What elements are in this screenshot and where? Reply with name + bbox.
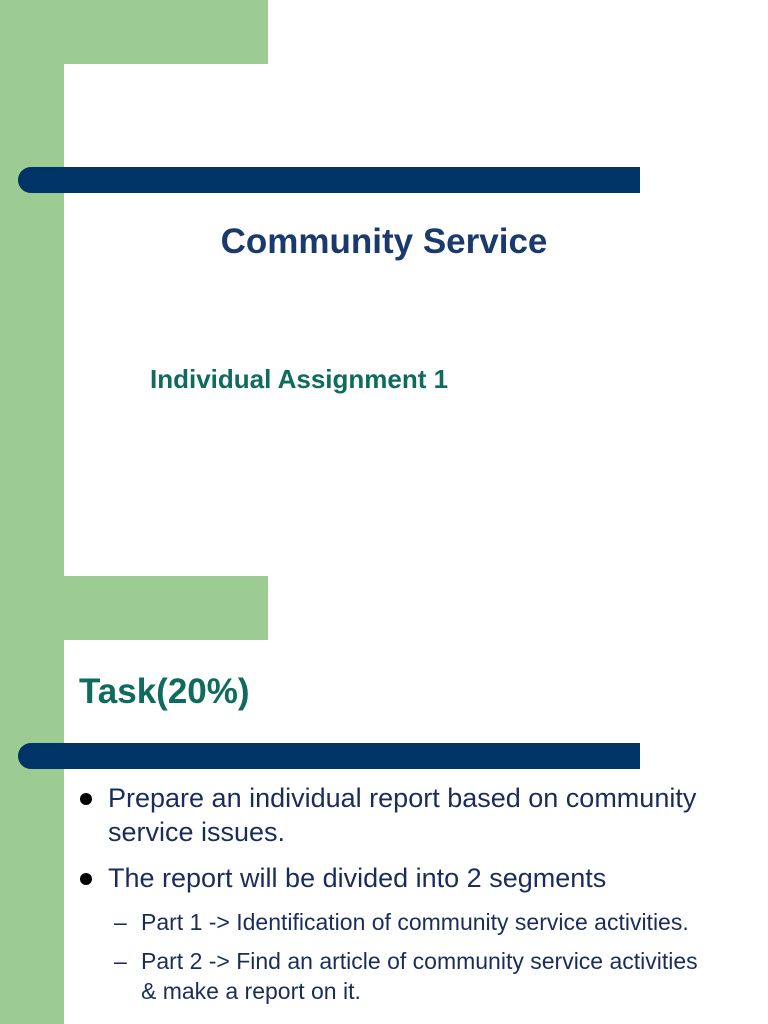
navy-title-bar (18, 167, 640, 193)
bullet-item (78, 781, 698, 849)
slide-2 (0, 576, 768, 1024)
dash-icon: – (114, 948, 127, 974)
bullet-item (78, 861, 698, 895)
sub-bullet-item (78, 907, 698, 937)
navy-title-bar (18, 743, 640, 769)
bullet-text: Prepare an individual report based on community service issues. (108, 783, 697, 847)
bullet-dot-icon (80, 793, 92, 805)
sub-bullet-text: Part 1 -> Identification of community service activities. (141, 909, 689, 935)
slide-subtitle: Individual Assignment 1 (150, 364, 449, 394)
sub-bullet-item (78, 946, 698, 1006)
green-side-strip (0, 0, 64, 576)
slide-title: Community Service (220, 222, 548, 261)
sub-bullet-text: Part 2 -> Find an article of community service activities & make a report on it. (141, 948, 698, 1004)
content-panel (64, 64, 768, 576)
slide-title: Task(20%) (79, 672, 250, 711)
dash-icon: – (114, 909, 127, 935)
green-side-strip (0, 576, 64, 1024)
bullet-dot-icon (80, 873, 92, 885)
bullet-list (78, 781, 698, 1015)
bullet-text: The report will be divided into 2 segments (108, 863, 607, 893)
